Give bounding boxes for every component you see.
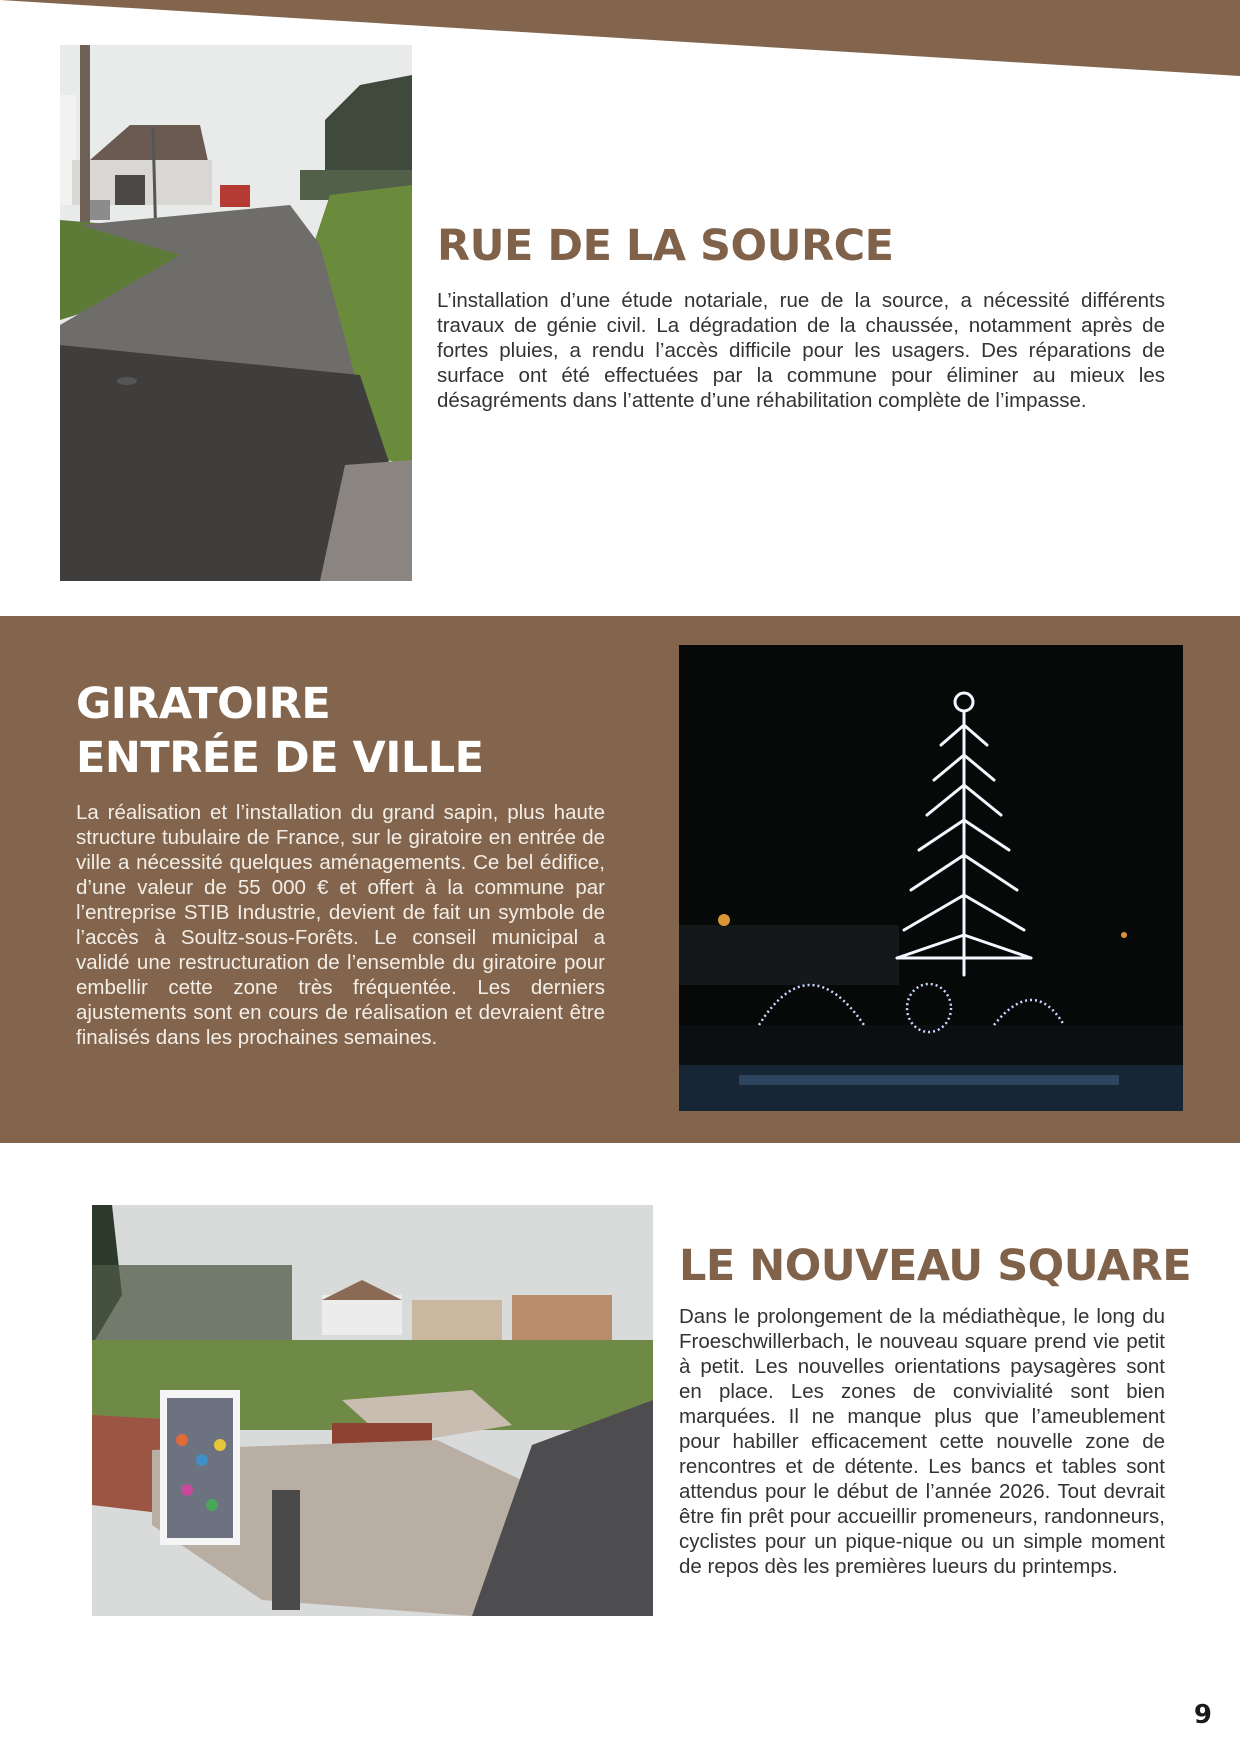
section-title-giratoire-line1: GIRATOIRE (76, 679, 331, 729)
page-number: 9 (1193, 1700, 1212, 1730)
park-square-photo (92, 1205, 653, 1616)
illuminated-christmas-tree-photo (679, 645, 1183, 1111)
section-body-rue-de-la-source: L’installation d’une étude notariale, rue de la source, a nécessité différents travaux de génie civil. La dégradation de la chaussée, notamment après de fortes pluies, a rendu l’accès difficile pour les usagers. Des réparations de surface ont été effectuées par la commune pour éliminer au mieux les désagréments dans l’attente d’une réhabilitation complète de l’impasse. (437, 289, 1165, 412)
section-title-giratoire-line2: ENTRÉE DE VILLE (76, 733, 484, 783)
section-title-rue-de-la-source: RUE DE LA SOURCE (437, 221, 894, 271)
section-title-nouveau-square: LE NOUVEAU SQUARE (679, 1241, 1192, 1291)
section-body-nouveau-square: Dans le prolongement de la médiathèque, le long du Froeschwillerbach, le nouveau square prend vie petit à petit. Les nouvelles orientations paysagères sont en place. Les zones de convivialité sont bien marquées. Il ne manque plus que l’ameublement pour habiller efficacement cette nouvelle zone de rencontres et de détente. Les bancs et tables sont attendus pour le début de l’année 2026. Tout devrait être fin prêt pour accueillir promeneurs, randonneurs, cyclistes pour un pique-nique ou un simple moment de repos dès les premières lueurs du printemps. (679, 1305, 1165, 1578)
section-body-giratoire: La réalisation et l’installation du grand sapin, plus haute structure tubulaire de France, sur le giratoire en entrée de ville a nécessité quelques aménagements. Ce bel édifice, d’une valeur de 55 000 € et offert à la commune par l’entreprise STIB Industrie, devient de fait un symbole de l’accès à Soultz-sous-Forêts. Le conseil municipal a validé une restructuration de l’ensemble du giratoire pour embellir cette zone très fréquentée. Les derniers ajustements sont en cours de réalisation et devraient être finalisés dans les prochaines semaines. (76, 801, 605, 1049)
street-road-photo (60, 45, 412, 581)
